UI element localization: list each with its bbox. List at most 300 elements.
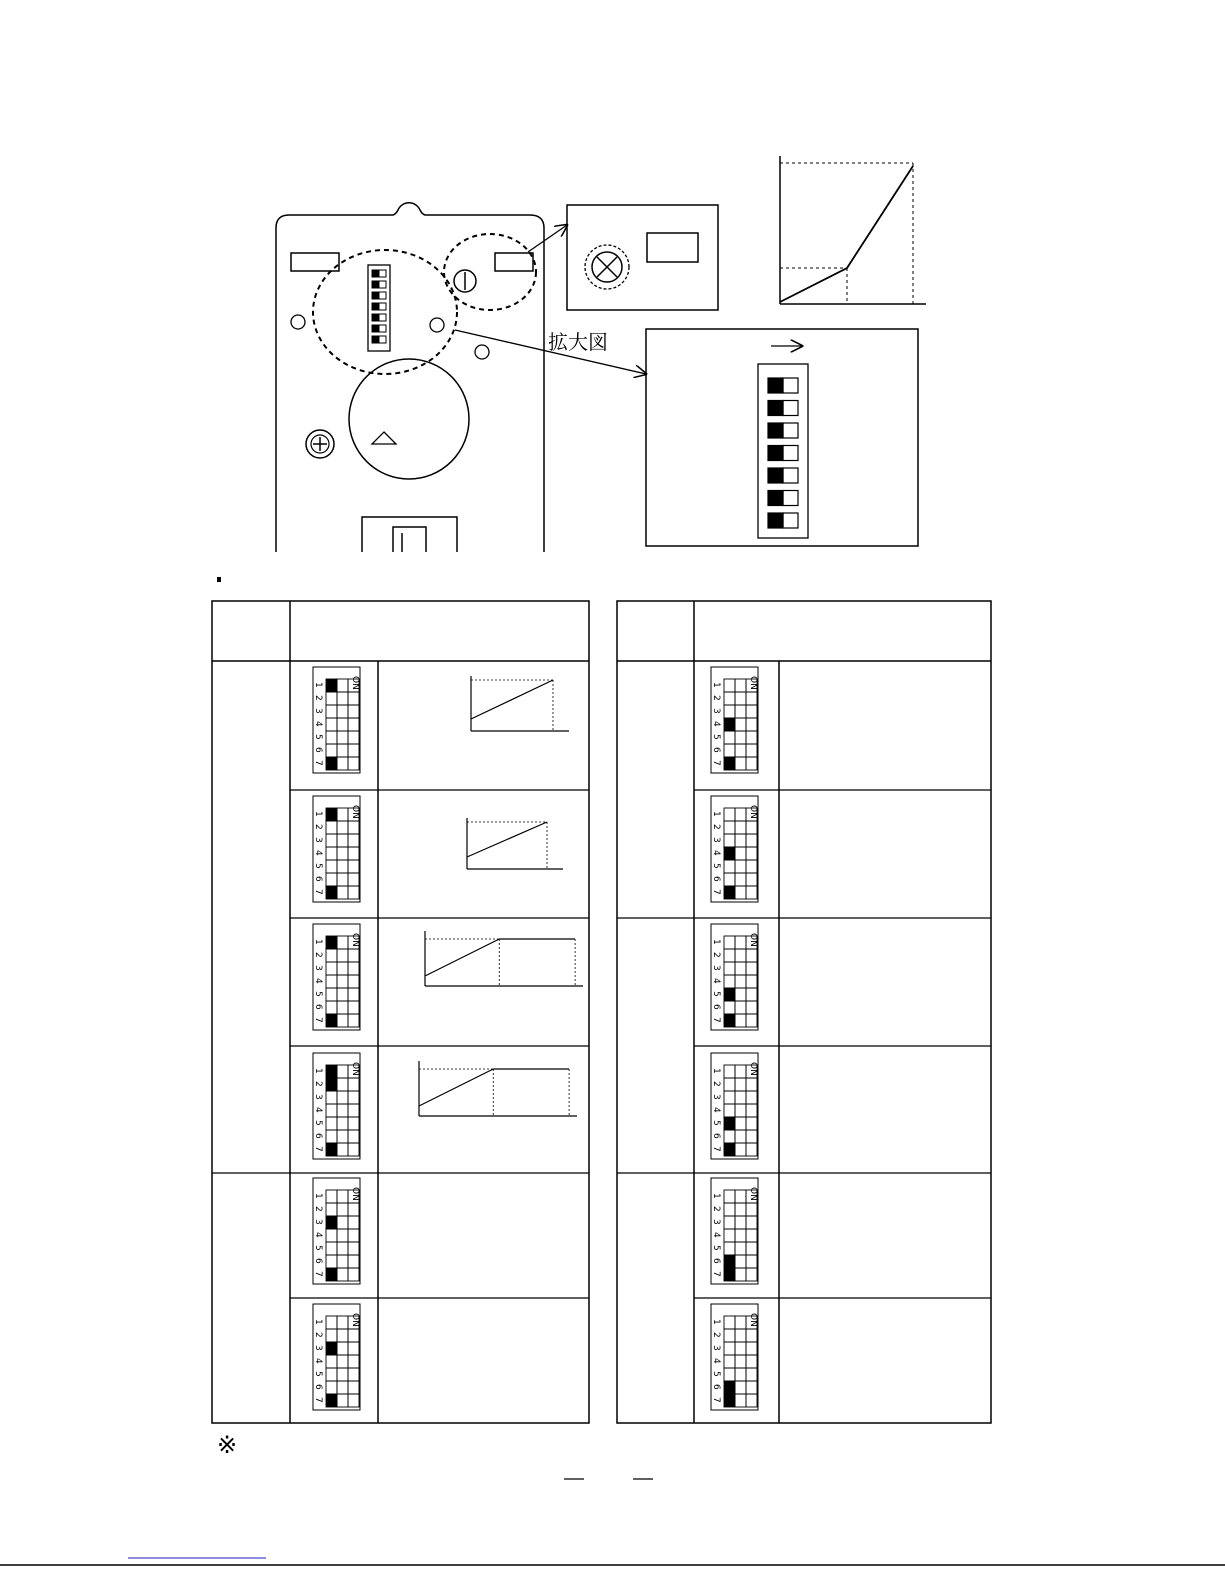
panel-dip-lever[interactable] (372, 336, 379, 343)
mount-hole-left (291, 315, 305, 329)
dip-cell (735, 1381, 746, 1394)
dip-number-label: 4 (711, 850, 721, 856)
table-right-border (617, 601, 991, 1423)
dip-cell (746, 1216, 757, 1229)
dip-setting-icon (313, 1304, 360, 1410)
dip-number-label: 7 (313, 1271, 323, 1277)
dip-cell (337, 1078, 348, 1091)
dip-number-label: 3 (711, 1345, 721, 1351)
dip-cell (724, 1203, 735, 1216)
dip-number-label: 2 (313, 952, 323, 958)
dip-number-label: 7 (711, 1397, 721, 1403)
dip-cell (735, 692, 746, 705)
dip-cell (337, 1229, 348, 1242)
dip-cell (337, 1268, 348, 1281)
dip-cell (337, 705, 348, 718)
dip-cell (337, 1014, 348, 1027)
dip-cell (724, 988, 735, 1001)
dip-number-label: 6 (711, 1384, 721, 1390)
dip-number-label: 3 (313, 965, 323, 971)
dip-on-label: ON (748, 676, 758, 690)
dip-cell (337, 1091, 348, 1104)
triangle-icon (372, 432, 396, 444)
dip-cell (746, 1104, 757, 1117)
dip-cell (337, 886, 348, 899)
dip-number-label: 4 (711, 978, 721, 984)
dip-number-label: 3 (313, 1094, 323, 1100)
dip-cell (746, 834, 757, 847)
dip-cell (348, 1117, 359, 1130)
dip-number-label: 5 (711, 1245, 721, 1251)
dip-number-label: 3 (711, 1219, 721, 1225)
dip-cell (746, 1229, 757, 1242)
dip-cell (326, 1381, 337, 1394)
setting-graph (467, 818, 563, 869)
dip-number-label: 6 (313, 1133, 323, 1139)
dip-number-label: 3 (313, 1219, 323, 1225)
dip-cell (348, 1268, 359, 1281)
dip-cell (724, 1242, 735, 1255)
dip-cell (326, 808, 337, 821)
panel-dip-lever[interactable] (372, 292, 379, 299)
dip-cell (746, 1342, 757, 1355)
dip-cell (326, 1255, 337, 1268)
dip-cell (746, 873, 757, 886)
dip-cell (337, 1329, 348, 1342)
dip-cell (348, 1216, 359, 1229)
dip-number-label: 2 (711, 952, 721, 958)
dip-cell (348, 1255, 359, 1268)
mount-hole-mid (430, 318, 444, 332)
dip-number-label: 1 (711, 1193, 721, 1199)
dip-cell (337, 1368, 348, 1381)
dip-cell (326, 1078, 337, 1091)
dip-on-label: ON (350, 805, 360, 819)
dip-cell (724, 1216, 735, 1229)
dip-cell (326, 679, 337, 692)
dip-cell (348, 962, 359, 975)
panel-dip-switch[interactable] (368, 265, 390, 351)
dip-number-label: 6 (711, 747, 721, 753)
rotary-enlarged-box (567, 205, 718, 310)
dip-cell (724, 1001, 735, 1014)
dip-number-label: 2 (711, 824, 721, 830)
dip-setting-icon (711, 1053, 758, 1159)
dip-number-label: 7 (313, 1017, 323, 1023)
dip-cell (326, 873, 337, 886)
dip-cell (735, 847, 746, 860)
dip-cell (746, 1130, 757, 1143)
dip-number-label: 7 (711, 760, 721, 766)
dip-cell (724, 1355, 735, 1368)
dip-number-label: 4 (313, 1107, 323, 1113)
dip-cell (337, 949, 348, 962)
dip-cell (348, 1242, 359, 1255)
panel-dip-lever[interactable] (372, 270, 379, 277)
dip-cell (326, 705, 337, 718)
dip-cell (326, 1143, 337, 1156)
dip-cell (724, 834, 735, 847)
dip-cell (337, 1065, 348, 1078)
dip-cell (735, 936, 746, 949)
dip-cell (348, 988, 359, 1001)
dip-cell (724, 1229, 735, 1242)
dip-cell (326, 1268, 337, 1281)
dip-number-label: 5 (711, 1120, 721, 1126)
dip-cell (724, 1078, 735, 1091)
graph-line (419, 1069, 493, 1106)
dip-number-label: 6 (313, 747, 323, 753)
dip-number-label: 4 (313, 721, 323, 727)
graph-line (467, 822, 547, 857)
dip-enlarged-lever[interactable] (768, 491, 783, 506)
dip-cell (724, 1190, 735, 1203)
dip-setting-icon (313, 924, 360, 1030)
dip-cell (746, 860, 757, 873)
dip-number-label: 5 (711, 863, 721, 869)
dip-number-label: 1 (711, 1068, 721, 1074)
panel-dip-slot (379, 303, 386, 310)
dip-on-label: ON (748, 1062, 758, 1076)
dip-cell (337, 1242, 348, 1255)
dip-cell (724, 1394, 735, 1407)
dip-cell (337, 834, 348, 847)
footnote-mark: ※ (217, 1431, 238, 1459)
dip-cell (337, 936, 348, 949)
dip-number-label: 7 (711, 1146, 721, 1152)
dip-cell (735, 731, 746, 744)
dip-number-label: 4 (313, 850, 323, 856)
dip-cell (337, 873, 348, 886)
dip-number-label: 7 (711, 889, 721, 895)
rotary-enlarged-knob-icon (585, 245, 629, 289)
dip-cell (735, 1104, 746, 1117)
dip-enlarged-lever[interactable] (768, 446, 783, 461)
dip-number-label: 7 (313, 760, 323, 766)
dip-cell (326, 1242, 337, 1255)
dip-cell (337, 962, 348, 975)
dip-cell (746, 1381, 757, 1394)
panel-dip-slot (379, 314, 386, 321)
dip-number-label: 2 (313, 1332, 323, 1338)
rotary-enlarge-arrow (528, 225, 567, 252)
dip-cell (735, 1078, 746, 1091)
dip-cell (348, 1130, 359, 1143)
dip-cell (735, 1255, 746, 1268)
dip-cell (746, 757, 757, 770)
dip-number-label: 6 (313, 1258, 323, 1264)
dip-on-label: ON (748, 1313, 758, 1327)
dip-cell (746, 705, 757, 718)
dip-cell (337, 1001, 348, 1014)
dip-cell (735, 757, 746, 770)
dip-cell (326, 1394, 337, 1407)
terminal-block (362, 517, 457, 552)
dip-cell (724, 1342, 735, 1355)
dip-cell (735, 962, 746, 975)
dip-enlarged-lever[interactable] (768, 378, 783, 393)
panel-dip-lever[interactable] (372, 281, 379, 288)
dip-number-label: 2 (313, 1081, 323, 1087)
dip-cell (724, 808, 735, 821)
dip-cell (337, 1255, 348, 1268)
dip-cell (326, 1190, 337, 1203)
panel-label-box-left (291, 253, 339, 271)
dip-number-label: 4 (711, 1107, 721, 1113)
dip-cell (746, 988, 757, 1001)
dip-cell (735, 744, 746, 757)
dip-cell (746, 1091, 757, 1104)
dip-cell (735, 1242, 746, 1255)
dip-cell (724, 1014, 735, 1027)
dip-cell (337, 718, 348, 731)
dip-cell (724, 847, 735, 860)
dip-cell (348, 744, 359, 757)
dip-number-label: 5 (711, 1371, 721, 1377)
panel-dip-lever[interactable] (372, 325, 379, 332)
dip-cell (724, 1104, 735, 1117)
dip-cell (735, 1355, 746, 1368)
dip-cell (337, 1130, 348, 1143)
dip-cell (348, 949, 359, 962)
dip-number-label: 7 (711, 1271, 721, 1277)
dip-cell (724, 886, 735, 899)
dip-setting-icon (313, 1178, 360, 1284)
dip-cell (735, 834, 746, 847)
dip-cell (735, 1203, 746, 1216)
dip-cell (326, 847, 337, 860)
dip-cell (337, 1355, 348, 1368)
dip-number-label: 5 (313, 1371, 323, 1377)
dip-cell (746, 1242, 757, 1255)
dip-cell (326, 988, 337, 1001)
dip-cell (337, 808, 348, 821)
dip-cell (746, 1143, 757, 1156)
panel-label-box-right (495, 253, 533, 271)
dip-cell (735, 988, 746, 1001)
dip-cell (326, 1104, 337, 1117)
dip-switch-enlarged[interactable] (758, 364, 808, 538)
dip-number-label: 1 (313, 939, 323, 945)
dip-cell (735, 1065, 746, 1078)
dip-cell (326, 1130, 337, 1143)
dip-cell (348, 886, 359, 899)
dip-cell (724, 949, 735, 962)
panel-dip-lever[interactable] (372, 314, 379, 321)
dip-cell (348, 873, 359, 886)
dip-cell (326, 1216, 337, 1229)
dip-cell (326, 975, 337, 988)
dip-number-label: 2 (711, 1206, 721, 1212)
dip-number-label: 4 (711, 721, 721, 727)
dip-number-label: 7 (313, 889, 323, 895)
dip-cell (348, 821, 359, 834)
dip-number-label: 1 (711, 811, 721, 817)
dip-cell (337, 1203, 348, 1216)
dip-setting-icon (313, 667, 360, 773)
dip-cell (735, 1329, 746, 1342)
dip-cell (746, 1078, 757, 1091)
dip-cell (326, 949, 337, 962)
dip-enlarged-slot (783, 378, 798, 393)
mount-hole-right (475, 345, 489, 359)
dip-cell (746, 731, 757, 744)
dip-setting-icon (711, 1178, 758, 1284)
dip-cell (326, 1316, 337, 1329)
dip-cell (735, 1190, 746, 1203)
dip-on-label: ON (350, 1313, 360, 1327)
section-bullet (217, 577, 221, 582)
dip-cell (337, 1104, 348, 1117)
dip-cell (724, 1143, 735, 1156)
dip-number-label: 4 (313, 1232, 323, 1238)
dip-number-label: 6 (711, 1004, 721, 1010)
main-dial[interactable] (349, 359, 469, 479)
dip-cell (348, 1143, 359, 1156)
dip-cell (735, 821, 746, 834)
dip-cell (337, 988, 348, 1001)
dip-cell (326, 1203, 337, 1216)
dip-enlarged-slot (783, 491, 798, 506)
dip-cell (724, 1117, 735, 1130)
dip-enlarged-slot (783, 446, 798, 461)
dip-cell (724, 821, 735, 834)
dip-cell (724, 679, 735, 692)
dip-cell (348, 1014, 359, 1027)
dip-cell (348, 834, 359, 847)
dip-cell (348, 731, 359, 744)
dip-cell (724, 1255, 735, 1268)
dip-cell (348, 1394, 359, 1407)
dip-cell (746, 1268, 757, 1281)
dip-number-label: 3 (313, 837, 323, 843)
dip-cell (326, 1001, 337, 1014)
dip-number-label: 2 (313, 824, 323, 830)
dip-cell (326, 692, 337, 705)
dip-cell (326, 1091, 337, 1104)
dip-number-label: 3 (313, 1345, 323, 1351)
dip-cell (724, 705, 735, 718)
dip-cell (735, 1316, 746, 1329)
dip-cell (746, 718, 757, 731)
dip-cell (337, 1216, 348, 1229)
dip-cell (348, 1229, 359, 1242)
dip-cell (724, 1368, 735, 1381)
dip-enlarged-lever[interactable] (768, 423, 783, 438)
dip-setting-icon (711, 924, 758, 1030)
dip-number-label: 6 (711, 876, 721, 882)
dip-number-label: 5 (313, 734, 323, 740)
dip-cell (735, 873, 746, 886)
dip-cell (735, 1268, 746, 1281)
dip-setting-icon (711, 796, 758, 902)
panel-dip-slot (379, 281, 386, 288)
dip-number-label: 4 (313, 1358, 323, 1364)
dip-cell (735, 808, 746, 821)
dip-cell (735, 886, 746, 899)
rotary-knob-icon[interactable] (454, 270, 476, 292)
dip-cell (337, 821, 348, 834)
dip-cell (348, 1342, 359, 1355)
dip-on-label: ON (350, 1187, 360, 1201)
dip-cell (348, 1078, 359, 1091)
dip-cell (326, 1014, 337, 1027)
dip-cell (746, 1203, 757, 1216)
dip-cell (348, 757, 359, 770)
dip-cell (326, 886, 337, 899)
dip-enlarged-lever[interactable] (768, 468, 783, 483)
dip-cell (735, 718, 746, 731)
dip-number-label: 5 (313, 863, 323, 869)
dip-cell (724, 962, 735, 975)
dip-cell (735, 1394, 746, 1407)
dip-number-label: 6 (711, 1258, 721, 1264)
dip-cell (746, 1117, 757, 1130)
dip-cell (326, 1329, 337, 1342)
dip-number-label: 6 (313, 1004, 323, 1010)
dip-cell (348, 692, 359, 705)
dip-number-label: 5 (313, 1120, 323, 1126)
setting-graph (425, 931, 583, 986)
dip-cell (746, 1001, 757, 1014)
dip-number-label: 7 (711, 1017, 721, 1023)
graph-line (425, 939, 499, 976)
dip-cell (735, 1001, 746, 1014)
dip-cell (746, 821, 757, 834)
dip-cell (746, 692, 757, 705)
panel-dip-slot (379, 270, 386, 277)
dip-cell (326, 962, 337, 975)
dip-on-label: ON (350, 676, 360, 690)
dip-number-label: 4 (711, 1232, 721, 1238)
dip-cell (326, 744, 337, 757)
dip-cell (724, 936, 735, 949)
dip-cell (326, 834, 337, 847)
dip-cell (337, 847, 348, 860)
dip-cell (348, 860, 359, 873)
dip-number-label: 7 (313, 1397, 323, 1403)
panel-dip-lever[interactable] (372, 303, 379, 310)
panel-dip-slot (379, 292, 386, 299)
dip-cell (337, 744, 348, 757)
dip-cell (348, 1203, 359, 1216)
dip-callout-ellipse (313, 250, 457, 374)
dip-cell (724, 873, 735, 886)
dip-cell (735, 1014, 746, 1027)
dip-cell (337, 860, 348, 873)
dip-cell (746, 962, 757, 975)
dip-enlarged-slot (783, 401, 798, 416)
dip-number-label: 3 (711, 708, 721, 714)
dip-cell (326, 718, 337, 731)
graph-line (471, 680, 553, 719)
dip-number-label: 3 (313, 708, 323, 714)
dip-enlarged-lever[interactable] (768, 401, 783, 416)
dip-cell (746, 1329, 757, 1342)
characteristic-graph (780, 156, 926, 304)
panel-dip-slot (379, 325, 386, 332)
dip-cell (724, 860, 735, 873)
dip-cell (348, 1381, 359, 1394)
dip-enlarged-slot (783, 423, 798, 438)
dip-cell (337, 692, 348, 705)
dip-enlarged-lever[interactable] (768, 513, 783, 528)
dip-number-label: 5 (313, 991, 323, 997)
table-left-border (212, 601, 589, 1423)
dip-cell (746, 1255, 757, 1268)
dip-number-label: 6 (711, 1133, 721, 1139)
dip-number-label: 2 (313, 695, 323, 701)
